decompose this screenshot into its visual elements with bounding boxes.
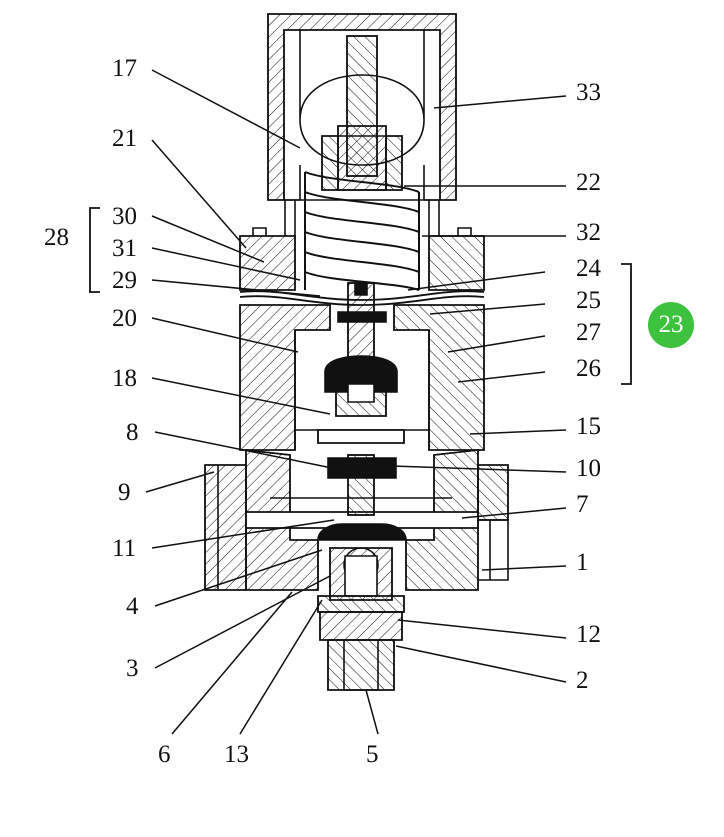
callout-9: 9 xyxy=(118,479,131,506)
bracket-left-28 xyxy=(90,208,100,292)
callout-7: 7 xyxy=(576,491,589,518)
callout-2: 2 xyxy=(576,667,589,694)
leader-21 xyxy=(152,140,246,248)
part-22-stem xyxy=(322,36,402,190)
callout-29: 29 xyxy=(112,267,137,294)
part-26-seat-assembly xyxy=(318,356,404,443)
callout-20: 20 xyxy=(112,305,137,332)
callout-6: 6 xyxy=(158,741,171,768)
leader-12 xyxy=(398,620,566,638)
callout-26: 26 xyxy=(576,355,601,382)
callout-10: 10 xyxy=(576,455,601,482)
callout-4: 4 xyxy=(126,593,139,620)
callout-1: 1 xyxy=(576,549,589,576)
part-30-31-spring-housing xyxy=(240,200,484,290)
callout-25: 25 xyxy=(576,287,601,314)
callout-3: 3 xyxy=(126,655,139,682)
leader-13 xyxy=(240,600,322,734)
leader-2 xyxy=(396,646,566,682)
callout-32: 32 xyxy=(576,219,601,246)
part-2-bottom-plug xyxy=(318,596,404,690)
callout-18: 18 xyxy=(112,365,137,392)
callout-30: 30 xyxy=(112,203,137,230)
callout-11: 11 xyxy=(112,535,137,562)
bracket-right-23 xyxy=(621,264,631,384)
callout-12: 12 xyxy=(576,621,601,648)
callout-17: 17 xyxy=(112,55,137,82)
callout-24: 24 xyxy=(576,255,601,282)
callout-21: 21 xyxy=(112,125,137,152)
highlight-badge-23[interactable]: 23 xyxy=(648,302,694,348)
callout-22: 22 xyxy=(576,169,601,196)
bracket-label-28: 28 xyxy=(44,224,69,251)
callout-15: 15 xyxy=(576,413,601,440)
callout-31: 31 xyxy=(112,235,137,262)
callout-5: 5 xyxy=(366,741,379,768)
leader-1 xyxy=(482,566,566,570)
leader-5 xyxy=(366,690,378,734)
leader-6 xyxy=(172,592,292,734)
callout-8: 8 xyxy=(126,419,139,446)
callout-33: 33 xyxy=(576,79,601,106)
callout-27: 27 xyxy=(576,319,601,346)
callout-13: 13 xyxy=(224,741,249,768)
part-12-inner-valve xyxy=(318,455,406,600)
leader-9 xyxy=(146,472,214,492)
